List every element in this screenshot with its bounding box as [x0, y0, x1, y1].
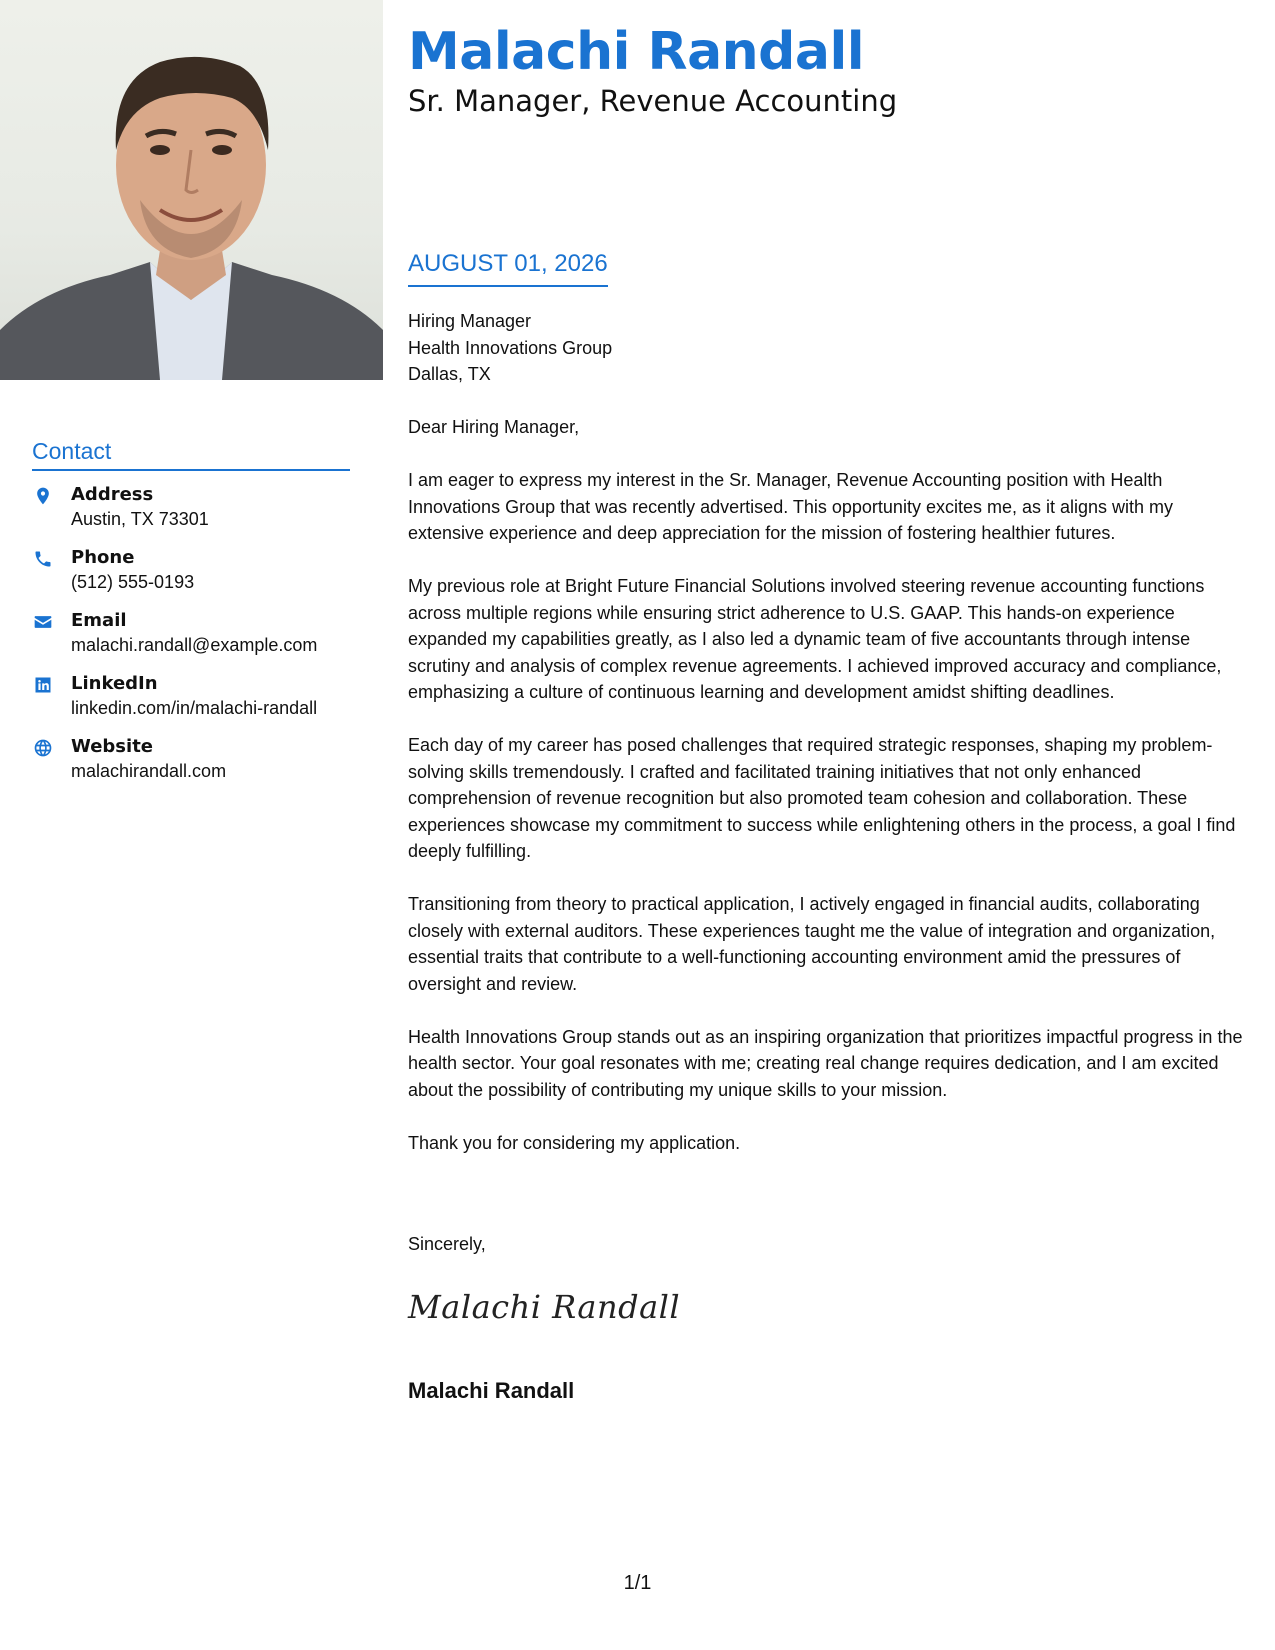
recipient-name: Hiring Manager [408, 311, 532, 331]
contact-label: Website [71, 736, 154, 757]
paragraph: Each day of my career has posed challenges that required strategic responses, shaping my problem-solving skills tremendously. I crafted and facilitated training initiatives that not only enhanced comprehension of revenue recognition but also promoted team cohesion and collaboration. These experiences showcase my commitment to success while enlightening others in the process, a goal I find deeply fulfilling. [408, 735, 1236, 861]
contact-value: malachi.randall@example.com [71, 635, 318, 655]
contact-heading: Contact [32, 438, 350, 471]
email-icon [32, 611, 54, 633]
paragraph: I am eager to express my interest in the Sr. Manager, Revenue Accounting position with Health Innovations Group that was recently advertised. This opportunity excites me, as it aligns with my extensive experience and deep appreciation for the mission of fostering healthier futures. [408, 470, 1174, 543]
recipient-company: Health Innovations Group [408, 337, 613, 358]
linkedin-icon [32, 674, 54, 696]
paragraph: Health Innovations Group stands out as an inspiring organization that prioritizes impactful progress in the health sector. Your goal resonates with me; creating real change requires dedication, and I am excited about the possibility of contributing my unique skills to your mission. [408, 1026, 1243, 1100]
phone-icon [32, 548, 54, 570]
closing: Sincerely, [408, 1234, 486, 1254]
applicant-title: Sr. Manager, Revenue Accounting [408, 84, 898, 118]
letter-body [408, 414, 1250, 1183]
map-pin-icon [32, 485, 54, 507]
paragraph: My previous role at Bright Future Financial Solutions involved steering revenue accounting functions across multiple regions while ensuring strict adherence to U.S. GAAP. This hands-on experience expanded my capabilities greatly, as I also led a dynamic team of five accountants through intense scrutiny and analysis of complex revenue agreements. I achieved improved accuracy and compliance, emphasizing a culture of continuous learning and development amidst shifting deadlines. [408, 576, 1222, 702]
letter-date: AUGUST 01, 2026 [408, 250, 608, 287]
paragraph: Thank you for considering my application. [408, 1132, 741, 1153]
handwritten-signature: Malachi Randall [408, 1288, 681, 1326]
contact-value: Austin, TX 73301 [71, 509, 209, 529]
contact-label: Address [71, 484, 154, 505]
portrait-illustration [0, 0, 383, 380]
paragraph: Transitioning from theory to practical application, I actively engaged in financial audits, collaborating closely with external auditors. These experiences taught me the value of integration and organization, essential traits that contribute to a well-functioning accounting environment amid the pressures of oversight and review. [408, 894, 1216, 994]
salutation: Dear Hiring Manager, [408, 417, 580, 437]
page-number: 1/1 [623, 1572, 652, 1594]
contact-label: LinkedIn [71, 673, 158, 694]
recipient-location: Dallas, TX [408, 364, 491, 384]
recipient-block [408, 308, 612, 388]
contact-value: (512) 555-0193 [71, 572, 195, 592]
signed-name: Malachi Randall [408, 1378, 575, 1403]
profile-photo [0, 0, 383, 380]
contact-label: Email [71, 610, 127, 631]
globe-icon [32, 737, 54, 759]
contact-label: Phone [71, 547, 135, 568]
contact-value: malachirandall.com [71, 761, 227, 781]
applicant-name: Malachi Randall [408, 22, 865, 82]
contact-value: linkedin.com/in/malachi-randall [71, 698, 318, 718]
